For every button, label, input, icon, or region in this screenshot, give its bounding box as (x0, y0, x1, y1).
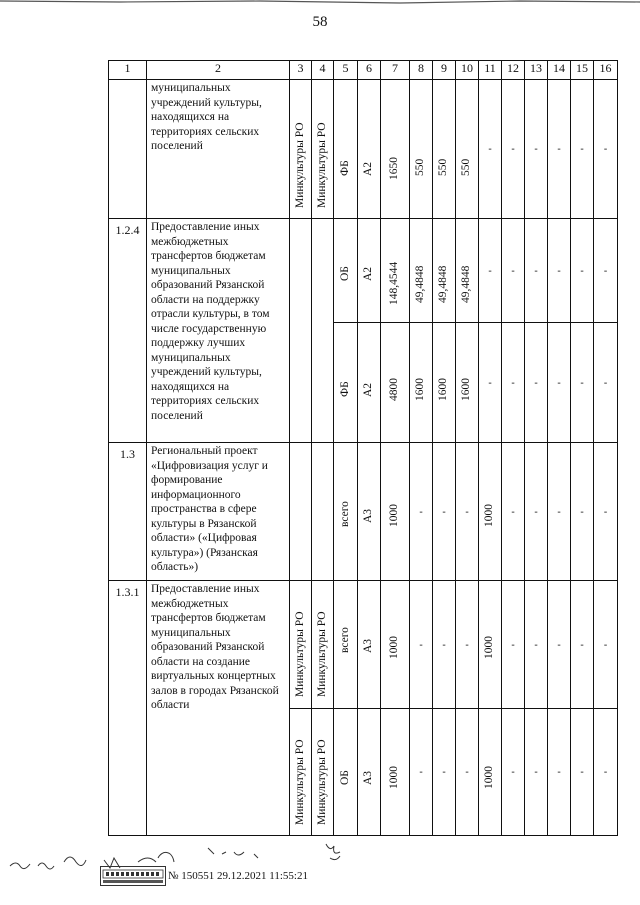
executor-cell: Минкультуры РО (293, 611, 306, 697)
value-cell: 1600 (414, 378, 426, 401)
empty-value: - (465, 766, 469, 778)
registration-stamp (100, 866, 166, 886)
value-cell: 49,4848 (460, 265, 472, 303)
header-cell: 16 (594, 61, 618, 80)
source-cell: ОБ (338, 266, 351, 281)
value-cell: 1000 (483, 636, 495, 659)
code-cell: А2 (362, 266, 374, 281)
empty-value: - (603, 377, 608, 388)
empty-value: - (534, 506, 538, 517)
empty-value: - (557, 143, 561, 155)
empty-value: - (442, 506, 446, 517)
source-cell: всего (338, 627, 351, 653)
empty-value: - (534, 639, 538, 650)
code-cell: А2 (362, 161, 374, 176)
empty-value: - (603, 639, 608, 650)
table-header-row (109, 61, 618, 80)
header-cell: 10 (456, 61, 479, 80)
executor-cell: Минкультуры РО (315, 611, 328, 697)
empty-value: - (534, 766, 538, 778)
empty-value: - (419, 506, 423, 517)
header-cell: 14 (548, 61, 571, 80)
empty-value: - (534, 377, 538, 388)
code-cell: А3 (362, 508, 374, 523)
executor-cell: Минкультуры РО (293, 739, 306, 825)
code-cell: А3 (362, 638, 374, 653)
value-cell: 49,4848 (437, 265, 449, 303)
empty-value: - (580, 377, 584, 388)
executor-cell: Минкультуры РО (315, 739, 328, 825)
value-cell: 4800 (388, 378, 400, 401)
empty-value: - (442, 766, 446, 778)
header-cell: 11 (479, 61, 502, 80)
header-cell: 7 (381, 61, 410, 80)
value-cell: 1000 (388, 504, 400, 527)
empty-value: - (511, 639, 515, 650)
table-row (109, 80, 618, 219)
header-cell: 3 (290, 61, 312, 80)
empty-value: - (557, 766, 561, 778)
row-number: 1.3 (109, 443, 147, 581)
row-description: Региональный проект «Цифровизация услуг и формирование информационного пространства в сфере культуры в Рязанской области» («Цифровая культура») (Рязанская область») (147, 443, 290, 581)
value-cell: 1650 (388, 157, 400, 180)
empty-value: - (557, 377, 561, 388)
value-cell: 1000 (483, 504, 495, 527)
value-cell: 550 (437, 158, 449, 176)
empty-value: - (580, 143, 584, 155)
empty-value: - (488, 377, 492, 388)
empty-value: - (511, 506, 515, 517)
document-registration-id: № 150551 29.12.2021 11:55:21 (168, 870, 308, 882)
row-number: 1.2.4 (109, 219, 147, 443)
executor-cell: Минкультуры РО (315, 122, 328, 208)
source-cell: всего (338, 501, 351, 527)
header-cell: 15 (571, 61, 594, 80)
budget-table (108, 60, 618, 836)
empty-value: - (557, 506, 561, 517)
empty-value: - (580, 766, 584, 778)
empty-value: - (511, 766, 515, 778)
table-row (109, 219, 618, 323)
empty-value: - (419, 639, 423, 650)
header-cell: 1 (109, 61, 147, 80)
empty-value: - (465, 506, 469, 517)
value-cell: 1000 (388, 636, 400, 659)
value-cell: 550 (460, 158, 472, 176)
source-cell: ОБ (338, 770, 351, 785)
source-cell: ФБ (338, 160, 351, 176)
empty-value: - (488, 265, 492, 276)
value-cell: 1000 (483, 766, 495, 789)
row-description: Предоставление иных межбюджетных трансфертов бюджетам муниципальных образований Рязанской области на поддержку отрасли культуры, в том числе государственную поддержку лучших муниципальных учреждений культуры, находящихся на территориях сельских поселений (147, 219, 290, 443)
empty-value: - (580, 506, 584, 517)
empty-value: - (603, 506, 608, 517)
table-row (109, 581, 618, 709)
header-cell: 12 (502, 61, 525, 80)
empty-value: - (488, 143, 492, 155)
empty-value: - (534, 143, 538, 155)
empty-value: - (534, 265, 538, 276)
value-cell: 1600 (460, 378, 472, 401)
empty-value: - (603, 265, 608, 276)
empty-value: - (442, 639, 446, 650)
table-row (109, 443, 618, 581)
empty-value: - (557, 265, 561, 276)
page-number: 58 (312, 14, 328, 30)
empty-value: - (511, 377, 515, 388)
source-cell: ФБ (338, 381, 351, 397)
header-cell: 6 (358, 61, 381, 80)
value-cell: 1600 (437, 378, 449, 401)
value-cell: 49,4848 (414, 265, 426, 303)
empty-value: - (465, 639, 469, 650)
stamp-icon (101, 867, 165, 885)
empty-value: - (603, 766, 608, 778)
scan-edge-artifact (0, 0, 640, 6)
header-cell: 9 (433, 61, 456, 80)
empty-value: - (511, 143, 515, 155)
empty-value: - (419, 766, 423, 778)
row-number: 1.3.1 (109, 581, 147, 836)
executor-cell: Минкультуры РО (293, 122, 306, 208)
row-description: муниципальных учреждений культуры, находящихся на территориях сельских поселений (147, 80, 290, 219)
header-cell: 5 (334, 61, 358, 80)
code-cell: А2 (362, 382, 374, 397)
value-cell: 1000 (388, 766, 400, 789)
row-description: Предоставление иных межбюджетных трансфертов бюджетам муниципальных образований Рязанской области на создание виртуальных концертных залов в городах Рязанской области (147, 581, 290, 836)
value-cell: 550 (414, 158, 426, 176)
empty-value: - (580, 639, 584, 650)
empty-value: - (603, 143, 608, 155)
header-cell: 2 (147, 61, 290, 80)
empty-value: - (557, 639, 561, 650)
value-cell: 148,4544 (388, 261, 400, 305)
header-cell: 4 (312, 61, 334, 80)
empty-value: - (511, 265, 515, 276)
empty-value: - (580, 265, 584, 276)
header-cell: 13 (525, 61, 548, 80)
header-cell: 8 (410, 61, 433, 80)
code-cell: А3 (362, 770, 374, 785)
